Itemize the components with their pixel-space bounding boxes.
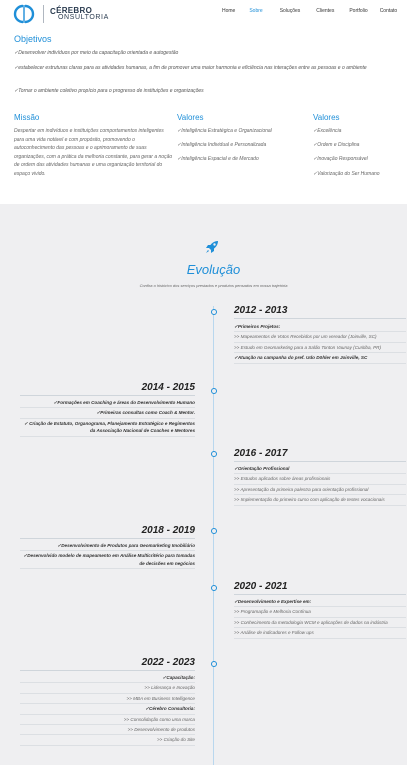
period-2016-2017 — [234, 464, 406, 506]
nav-portfolio[interactable]: Portfolio — [349, 8, 368, 14]
period-item: >> Mapeamentos de Votos Recebidos por um vereador (Joinville, SC) — [234, 332, 406, 342]
period-2022-2023 — [20, 673, 195, 746]
timeline-dot — [211, 585, 217, 591]
objetivo-item: ✓Tornar o ambiente coletivo propício para o progresso de instituições e organizações — [14, 88, 204, 94]
rocket-icon — [204, 239, 220, 255]
nav-solucoes[interactable]: Soluções — [279, 8, 301, 14]
period-item: >> Liderança e Inovação — [20, 683, 195, 693]
brand-name-line2: ONSULTORIA — [58, 14, 109, 21]
period-item: >> Apresentação da primeira palestra para orientação profissional — [234, 485, 406, 495]
valor-item: ✓Excelência — [313, 128, 342, 134]
period-divider — [234, 318, 406, 319]
timeline-dot — [211, 661, 217, 667]
period-item: ✓Primeiros Projetos: — [234, 322, 406, 332]
valores-list-2 — [313, 128, 380, 185]
valor-item: ✓Inteligência Espacial e de Mercado — [177, 156, 259, 163]
period-item: ✓Formações em Coaching e áreas do Desenvolvimento Humano — [20, 398, 195, 408]
missao-text: Despertar em indivíduos e instituições comportamentos inteligentes para uma vida notável e com propósito, promovendo o autoconhecimento das pessoas e o aprimoramento de suas organizações, com a prática da melhoria constante, para gerar a noção de ordem das atividades humanas e uma organização territorial do espaço vivido. — [14, 128, 173, 177]
period-item: >> Desenvolvimento de produtos — [20, 725, 195, 735]
period-item: >> MBA em Business Intelligence — [20, 694, 195, 704]
period-year: 2020 - 2021 — [234, 581, 288, 592]
timeline-dot — [211, 451, 217, 457]
period-divider — [20, 670, 195, 671]
period-item: >> Estudo em Geomarketing para a Salão Tonton Vaunay (Curitiba, PR) — [234, 343, 406, 353]
period-year: 2022 - 2023 — [141, 657, 195, 668]
valor-item: ✓Inovação Responsável — [313, 156, 368, 163]
period-item: ✓Desenvolvimento e Expertise em: — [234, 597, 406, 607]
brain-logo-icon — [13, 3, 35, 25]
period-item: >> Implementação do primeiro curso com aplicação de testes vocacionais — [234, 495, 406, 505]
period-2020-2021 — [234, 597, 406, 639]
period-item: >> Consolidação como uma marca — [20, 715, 195, 725]
period-year: 2018 - 2019 — [141, 525, 195, 536]
nav-home[interactable]: Home — [222, 8, 236, 14]
valor-item: ✓Inteligência Individual e Personalizada — [177, 142, 267, 149]
period-item: ✓Desenvolvimento de Produtos para Geomarketing Imobiliário — [20, 541, 195, 551]
timeline-axis — [213, 306, 214, 765]
timeline-dot — [211, 309, 217, 315]
period-item: >> Criação do Site — [20, 735, 195, 745]
valores-title-2: Valores — [313, 113, 340, 122]
missao-title: Missão — [14, 113, 40, 122]
objetivo-item: ✓Desenvolver indivíduos por meio da capacitação orientada e autogestão — [14, 50, 179, 56]
period-divider — [20, 538, 195, 539]
valores-list-1 — [177, 128, 272, 171]
period-item: >> Conhecimento da metodologia WCM e aplicações de dados na indústria — [234, 618, 406, 628]
objetivos-title: Objetivos — [14, 34, 52, 44]
period-item: ✓Primeiras consultas como Coach & Mentor. — [20, 408, 195, 418]
valor-item: ✓Ordem e Disciplina — [313, 142, 360, 149]
timeline-dot — [211, 528, 217, 534]
period-divider — [234, 461, 406, 462]
brand-name — [50, 7, 109, 21]
nav-sobre[interactable]: Sobre — [249, 8, 263, 14]
period-item: >> Programação e Melhoria Contínua — [234, 607, 406, 617]
valor-item: ✓Inteligência Estratégica e Organizacional — [177, 128, 272, 134]
timeline-dot — [211, 388, 217, 394]
period-year: 2014 - 2015 — [141, 382, 195, 393]
period-2018-2019 — [20, 541, 195, 569]
period-item: ✓Orientação Profissional — [234, 464, 406, 474]
period-item: ✓ Criação de Estatuto, Organograma, Planejamento Estratégico e Regimentos da Associação Nacional de Coaches e Mentores — [20, 419, 195, 437]
period-divider — [234, 594, 406, 595]
period-item: ✓Cérebro Consultoria: — [20, 704, 195, 714]
nav-contato[interactable]: Contato — [379, 8, 398, 14]
period-2012-2013 — [234, 322, 406, 364]
period-item: >> Estudos aplicados sobre áreas profissionais — [234, 474, 406, 484]
evolucao-subtitle: Confira o histórico dos serviços prestados e produtos pensados em nossa trajetória — [139, 283, 288, 288]
site-header — [0, 0, 407, 28]
period-item: ✓Capacitação: — [20, 673, 195, 683]
main-nav — [222, 8, 397, 14]
period-year: 2012 - 2013 — [234, 305, 288, 316]
period-2014-2015 — [20, 398, 195, 437]
logo-divider — [43, 5, 44, 23]
nav-clientes[interactable]: Clientes — [316, 8, 335, 14]
brand-logo[interactable] — [13, 3, 109, 25]
period-item: >> Análise de indicadores e Follow ups — [234, 628, 406, 638]
period-item: ✓Desenvolvido modelo de mapeamento em Análise Multicritério para tomadas de decisões em negócios — [20, 551, 195, 569]
brand-name-line1: ÉREBRO — [56, 6, 93, 15]
evolucao-title: Evolução — [186, 262, 241, 277]
brand-initial: C — [50, 7, 57, 16]
period-divider — [20, 395, 195, 396]
period-year: 2016 - 2017 — [234, 448, 288, 459]
valor-item: ✓Valorização do Ser Humano — [313, 170, 380, 177]
valores-title-1: Valores — [177, 113, 204, 122]
objetivo-item: ✓estabelecer estruturas claras para as atividades humanas, a fim de promover uma maior harmonia e eficiência nas interações entre as pessoas e o ambiente — [14, 65, 367, 71]
period-item: ✓Atuação na campanha do pref. Udo Döhler em Joinville, SC — [234, 353, 406, 363]
